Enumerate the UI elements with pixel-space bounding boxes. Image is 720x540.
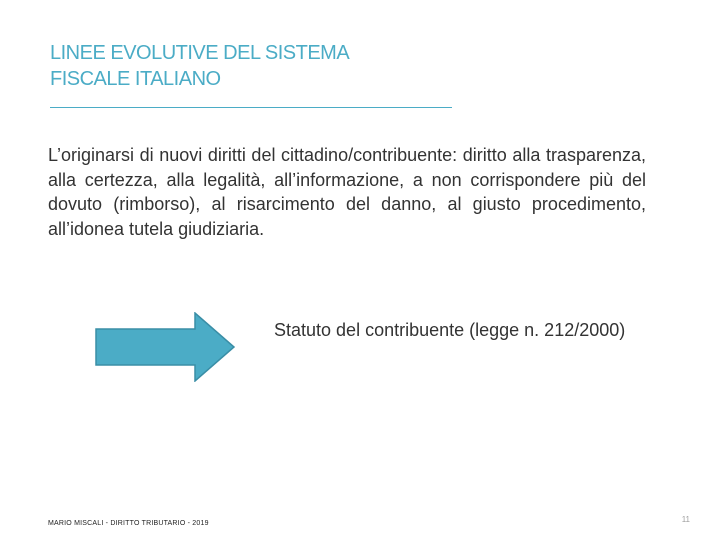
slide-title-line-2: FISCALE ITALIANO (50, 68, 221, 90)
right-arrow-icon (95, 312, 235, 382)
slide-title (50, 40, 470, 92)
slide-title-line-1: LINEE EVOLUTIVE DEL SISTEMA (50, 42, 350, 64)
body-paragraph: L’originarsi di nuovi diritti del cittadino/contribuente: diritto alla trasparenza, alla certezza, alla legalità, all’informazione, a non corrispondere più del dovuto (rimborso), al risarcimento del danno, al giusto procedimento, all’idonea tutela giudiziaria. (48, 145, 646, 239)
page-number: 11 (681, 515, 690, 524)
title-underline (50, 107, 452, 108)
statute-text: Statuto del contribuente (legge n. 212/2000) (274, 320, 626, 340)
footer-text: MARIO MISCALI - DIRITTO TRIBUTARIO - 2019 (48, 520, 209, 527)
